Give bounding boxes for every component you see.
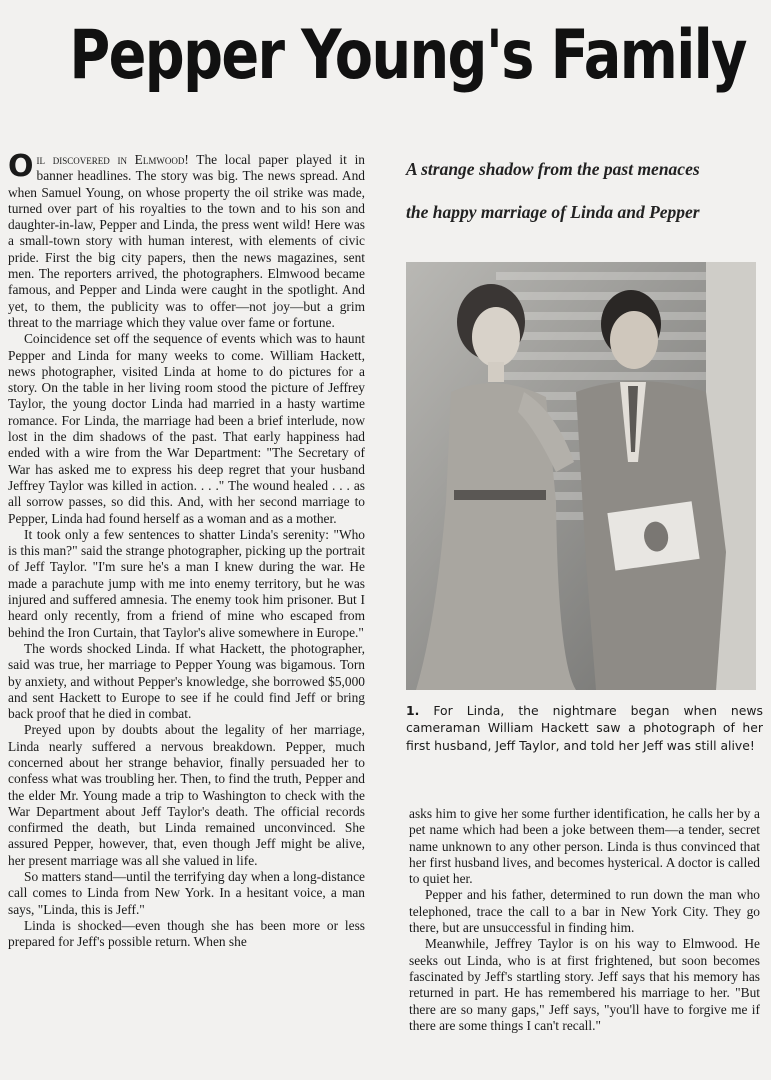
page-title: Pepper Young's Family: [69, 16, 746, 95]
lead-in: il discovered in Elmwood!: [36, 152, 189, 167]
subheadline: [406, 148, 761, 234]
article-paragraph: It took only a few sentences to shatter Linda's serenity: "Who is this man?" said the strange photographer, picking up the portrait of Jeff Taylor. "I'm sure he's a man I knew during the war. He made a parachute jump with me into enemy territory, but he was injured and suffered amnesia. The enemy took him prisoner. But I heard only recently, from a friend of mine who escaped from behind the Iron Curtain, that Taylor's alive somewhere in Europe.": [8, 526, 365, 640]
subheadline-line: the happy marriage of Linda and Pepper: [406, 202, 700, 222]
article-paragraph: asks him to give her some further identification, he calls her by a pet name which had been a joke between them—a tender, secret name unknown to any other person. Linda is thus convinced that her first husband lives, and becomes hysterical. A doctor is called to quiet her.: [409, 806, 760, 887]
article-right-column: [409, 806, 760, 1034]
subheadline-line: A strange shadow from the past menaces: [406, 159, 700, 179]
article-paragraph: Preyed upon by doubts about the legality of her marriage, Linda nearly suffered a nervous breakdown. Pepper, much concerned about her strange behavior, finally persuaded her to confess what was troubling her. Then, to find the truth, Pepper and the elder Mr. Young made a trip to Washington to check with the War Department about Jeff Taylor's death. The official records confirmed the death, but Linda remained unconvinced. She assured Pepper, however, that, even though Jeff might be alive, her present marriage was all she valued in life.: [8, 722, 365, 868]
article-paragraph: Meanwhile, Jeffrey Taylor is on his way to Elmwood. He seeks out Linda, who is at first frightened, but soon becomes fascinated by Jeff's startling story. Jeff says that his memory has returned in part. He has remembered his marriage to her. "But there are so many gaps," Jeff says, "you'll have to forgive me if there are some things I can't recall.": [409, 936, 760, 1033]
article-paragraph: [8, 149, 365, 331]
article-paragraph: Coincidence set off the sequence of events which was to haunt Pepper and Linda for many weeks to come. William Hackett, news photographer, visited Linda at home to do pictures for a story. On the table in her living room stood the picture of Jeffrey Taylor, the young doctor Linda had married in a hasty wartime romance. For Linda, the marriage had been a brief interlude, now lost in the dim shadows of the past. That early happiness had ended with a wire from the War Department: "The Secretary of War has asked me to express his deep regret that your husband Jeffrey Taylor was killed in action. . . ." The wound healed . . . as all sorrow passes, so did this. And, with her second marriage to Pepper, Linda had found herself as a woman and as a mother.: [8, 331, 365, 526]
caption-number: 1.: [406, 703, 420, 718]
article-left-column: [8, 149, 365, 951]
article-paragraph: The words shocked Linda. If what Hackett, the photographer, said was true, her marriage to Pepper Young was bigamous. Torn by anxiety, and without Pepper's knowledge, she borrowed $5,000 and sent Hackett to Europe to see if he could find Jeff or bring back proof that he died in combat.: [8, 640, 365, 722]
photo-caption: [406, 702, 763, 754]
article-paragraph: So matters stand—until the terrifying day when a long-distance call comes to Linda from New York. In a hesitant voice, a man says, "Linda, this is Jeff.": [8, 869, 365, 917]
caption-text: For Linda, the nightmare began when news cameraman William Hackett saw a photograph of her first husband, Jeff Taylor, and told her Jeff was still alive!: [406, 703, 763, 753]
article-paragraph: Pepper and his father, determined to run down the man who telephoned, trace the call to a bar in New York City. They go there, but are unsuccessful in finding him.: [409, 887, 760, 936]
photo-linda-and-pepper: [406, 262, 756, 690]
drop-cap: O: [8, 149, 34, 184]
paragraph-text: The local paper played it in banner headlines. The story was big. The news spread. And when Samuel Young, on whose property the oil strike was made, turned over part of his royalties to the town and to his son and daughter-in-law, Pepper and Linda, the press went wild! Here was a small-town story with human interest, with elements of civic pride. First the big city papers, then the news magazines, sent men. The reporters arrived, the photographers. Elmwood became famous, and Pepper and Linda were caught in the spotlight. And yet, to them, the publicity was to offer—not joy—but a grim threat to the marriage which they value over fame or fortune.: [8, 152, 365, 330]
article-paragraph: Linda is shocked—even though she has been more or less prepared for Jeff's possible return. When she: [8, 917, 365, 950]
photo-illustration: [406, 262, 756, 690]
